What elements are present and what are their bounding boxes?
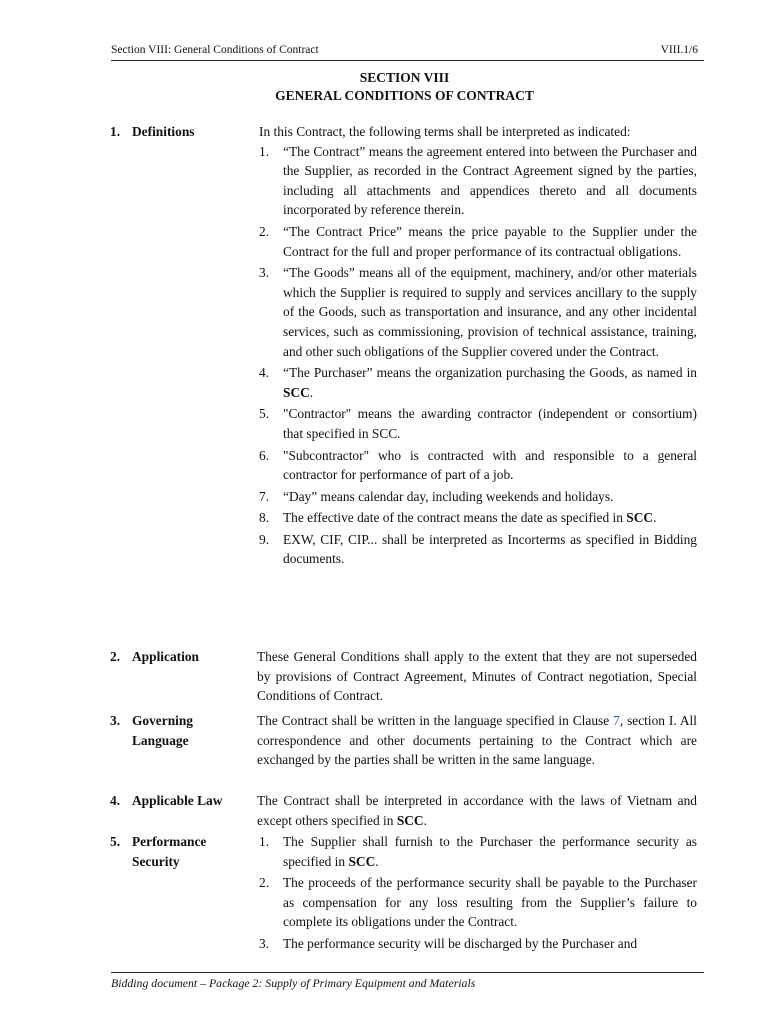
item-number: 8.: [259, 510, 270, 526]
section-body: [257, 832, 697, 956]
item-text-bold: SCC: [348, 853, 376, 869]
section-heading: [132, 711, 252, 750]
item-text-end: .: [309, 384, 314, 400]
body-text-end: , section I. All correspondence and other documents pertaining to the Contract which are exchanged by the parties shall be written in the same language.: [257, 713, 697, 768]
item-number: 6.: [259, 447, 270, 463]
item-number: 3.: [259, 265, 270, 281]
header-divider: [111, 60, 704, 61]
section-number: 5.: [110, 834, 121, 849]
page-header: [111, 44, 698, 56]
section-heading: Definitions: [132, 124, 195, 139]
list-item: [257, 222, 697, 261]
item-text: The proceeds of the performance security shall be payable to the Purchaser as compensation for any loss resulting from the Supplier’s failure to complete its obligations under the Contract.: [283, 875, 697, 930]
definitions-intro: In this Contract, the following terms shall be interpreted as indicated:: [259, 124, 631, 139]
document-title: GENERAL CONDITIONS OF CONTRACT: [275, 88, 534, 103]
list-item: [257, 832, 697, 871]
clause-link[interactable]: 7: [613, 713, 620, 728]
item-text: “Day” means calendar day, including weekends and holidays.: [283, 488, 614, 504]
item-text: "Subcontractor" who is contracted with and responsible to a general contractor for performance of part of a job.: [283, 447, 697, 483]
heading-line: Security: [132, 853, 180, 869]
section-number: 2.: [110, 649, 121, 664]
item-text: “The Goods” means all of the equipment, machinery, and/or other materials which the Supplier is required to supply and services ancillary to the supply of the Goods, such as transportation and insurance, and any other incidental services, such as commissioning, provision of technical assistance, training, and other such obligations of the Supplier covered under the Contract.: [283, 265, 697, 359]
header-section-title: Section VIII: General Conditions of Contract: [111, 44, 319, 56]
section-heading: Application: [132, 649, 199, 664]
section-title: SECTION VIII: [359, 70, 450, 85]
item-text: EXW, CIF, CIP... shall be interpreted as Incorterms as specified in Bidding documents.: [283, 531, 697, 567]
body-text: The Contract shall be interpreted in accordance with the laws of Vietnam and except others specified in: [257, 793, 697, 828]
body-text-end: .: [423, 812, 427, 828]
list-item: [257, 508, 697, 528]
list-item: [257, 530, 697, 569]
section-body: [257, 122, 697, 571]
list-item: [257, 873, 697, 932]
section-heading: [132, 832, 252, 871]
item-text: “The Purchaser” means the organization purchasing the Goods, as named in: [283, 365, 697, 381]
list-item: [257, 263, 697, 361]
list-item: [257, 404, 697, 443]
item-text: “The Contract” means the agreement entered into between the Purchaser and the Supplier, as recorded in the Contract Agreement signed by the parties, including all attachments and appendices thereto and all documents incorporated by reference therein.: [283, 143, 697, 218]
item-number: 9.: [259, 531, 270, 547]
list-item: [257, 487, 697, 507]
item-text: The performance security will be discharged by the Purchaser and: [283, 935, 638, 951]
list-item: [257, 934, 697, 954]
heading-line: Governing: [132, 713, 194, 728]
item-text: “The Contract Price” means the price payable to the Supplier under the Contract for the full and proper performance of its contractual obligations.: [283, 223, 697, 259]
section-number: 3.: [110, 713, 121, 728]
list-item: [257, 363, 697, 402]
item-text: The Supplier shall furnish to the Purchaser the performance security as specified in: [283, 834, 697, 869]
section-body: [257, 791, 697, 830]
body-text-bold: SCC: [396, 812, 424, 828]
heading-line: Performance: [132, 834, 207, 849]
section-number: 1.: [110, 124, 121, 139]
item-number: 3.: [259, 935, 270, 951]
item-number: 2.: [259, 875, 270, 891]
heading-line: Language: [132, 732, 189, 748]
item-text-end: .: [653, 510, 657, 526]
item-number: 7.: [259, 488, 270, 504]
section-heading: Applicable Law: [132, 793, 223, 808]
item-number: 5.: [259, 406, 270, 422]
item-text-bold: SCC: [283, 384, 310, 400]
item-number: 4.: [259, 365, 270, 381]
item-number: 2.: [259, 223, 270, 239]
header-page-number: VIII.1/6: [660, 44, 698, 56]
page-footer: Bidding document – Package 2: Supply of Primary Equipment and Materials: [111, 976, 476, 990]
section-number: 4.: [110, 793, 121, 808]
item-text: "Contractor" means the awarding contractor (independent or consortium) that specified in SCC.: [283, 406, 697, 441]
item-number: 1.: [259, 143, 270, 159]
item-text-end: .: [375, 853, 379, 869]
section-body: [257, 711, 697, 770]
item-number: 1.: [259, 834, 270, 849]
item-text-bold: SCC: [626, 510, 654, 526]
definitions-list: [257, 142, 697, 569]
list-item: [257, 142, 697, 220]
body-text: The Contract shall be written in the language specified in Clause: [257, 713, 614, 728]
footer-divider: [111, 972, 704, 973]
performance-list: [257, 832, 697, 954]
section-body: These General Conditions shall apply to the extent that they are not superseded by provisions of Contract Agreement, Minutes of Contract negotiation, Special Conditions of Contract.: [257, 649, 697, 704]
item-text: The effective date of the contract means the date as specified in: [283, 510, 627, 526]
list-item: [257, 446, 697, 485]
